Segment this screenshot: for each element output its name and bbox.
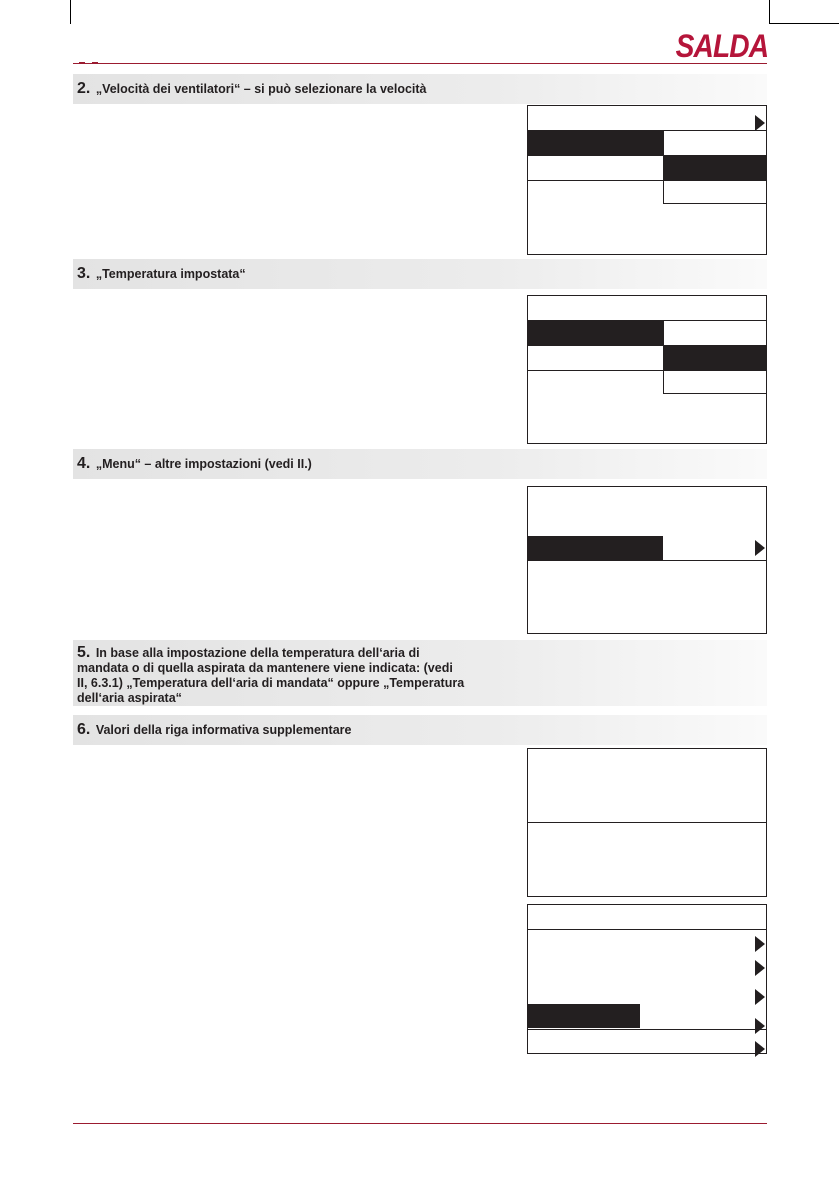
section-2-heading	[73, 74, 767, 104]
lcd-fan-speed	[527, 105, 767, 255]
crop-mark	[70, 0, 71, 24]
highlight-bar	[528, 536, 663, 560]
highlight-bar	[664, 346, 766, 370]
section-6-heading	[73, 715, 767, 745]
section-title: „Menu“ – altre impostazioni (vedi II.)	[95, 457, 312, 471]
play-arrow-icon	[755, 1018, 765, 1034]
highlight-bar	[528, 131, 663, 155]
lcd-menu	[527, 486, 767, 634]
header-rule	[73, 63, 767, 64]
section-5-heading	[73, 640, 767, 706]
section-number: 5.	[77, 644, 91, 661]
play-arrow-icon	[755, 115, 765, 131]
crop-mark	[770, 23, 839, 24]
play-arrow-icon	[755, 1041, 765, 1057]
lcd-temperature	[527, 295, 767, 444]
crop-mark	[769, 0, 770, 24]
play-arrow-icon	[755, 936, 765, 952]
section-title: „Velocità dei ventilatori“ – si può selezionare la velocità	[95, 82, 427, 96]
section-number: 6.	[77, 721, 91, 738]
highlight-bar	[528, 1004, 640, 1028]
highlight-bar	[528, 321, 663, 345]
section-title: mandata o di quella aspirata da mantenere viene indicata: (vedi	[77, 661, 453, 675]
lcd-info-menu	[527, 904, 767, 1054]
header-dash	[92, 62, 98, 64]
section-title: In base alla impostazione della temperatura dell‘aria di	[95, 646, 420, 660]
lcd-info-line	[527, 748, 767, 897]
play-arrow-icon	[755, 989, 765, 1005]
highlight-bar	[664, 156, 766, 180]
section-number: 3.	[77, 265, 91, 282]
section-title: Valori della riga informativa supplementare	[95, 723, 352, 737]
section-title: II, 6.3.1) „Temperatura dell‘aria di mandata“ oppure „Temperatura	[77, 676, 465, 690]
header-dash	[79, 62, 85, 64]
section-number: 4.	[77, 455, 91, 472]
section-title: „Temperatura impostata“	[95, 267, 246, 281]
section-3-heading	[73, 259, 767, 289]
play-arrow-icon	[755, 960, 765, 976]
footer-rule	[73, 1123, 767, 1124]
play-arrow-icon	[755, 540, 765, 556]
section-title: dell‘aria aspirata“	[77, 691, 182, 705]
section-4-heading	[73, 449, 767, 479]
salda-logo: SALDA	[675, 28, 768, 64]
section-number: 2.	[77, 80, 91, 97]
